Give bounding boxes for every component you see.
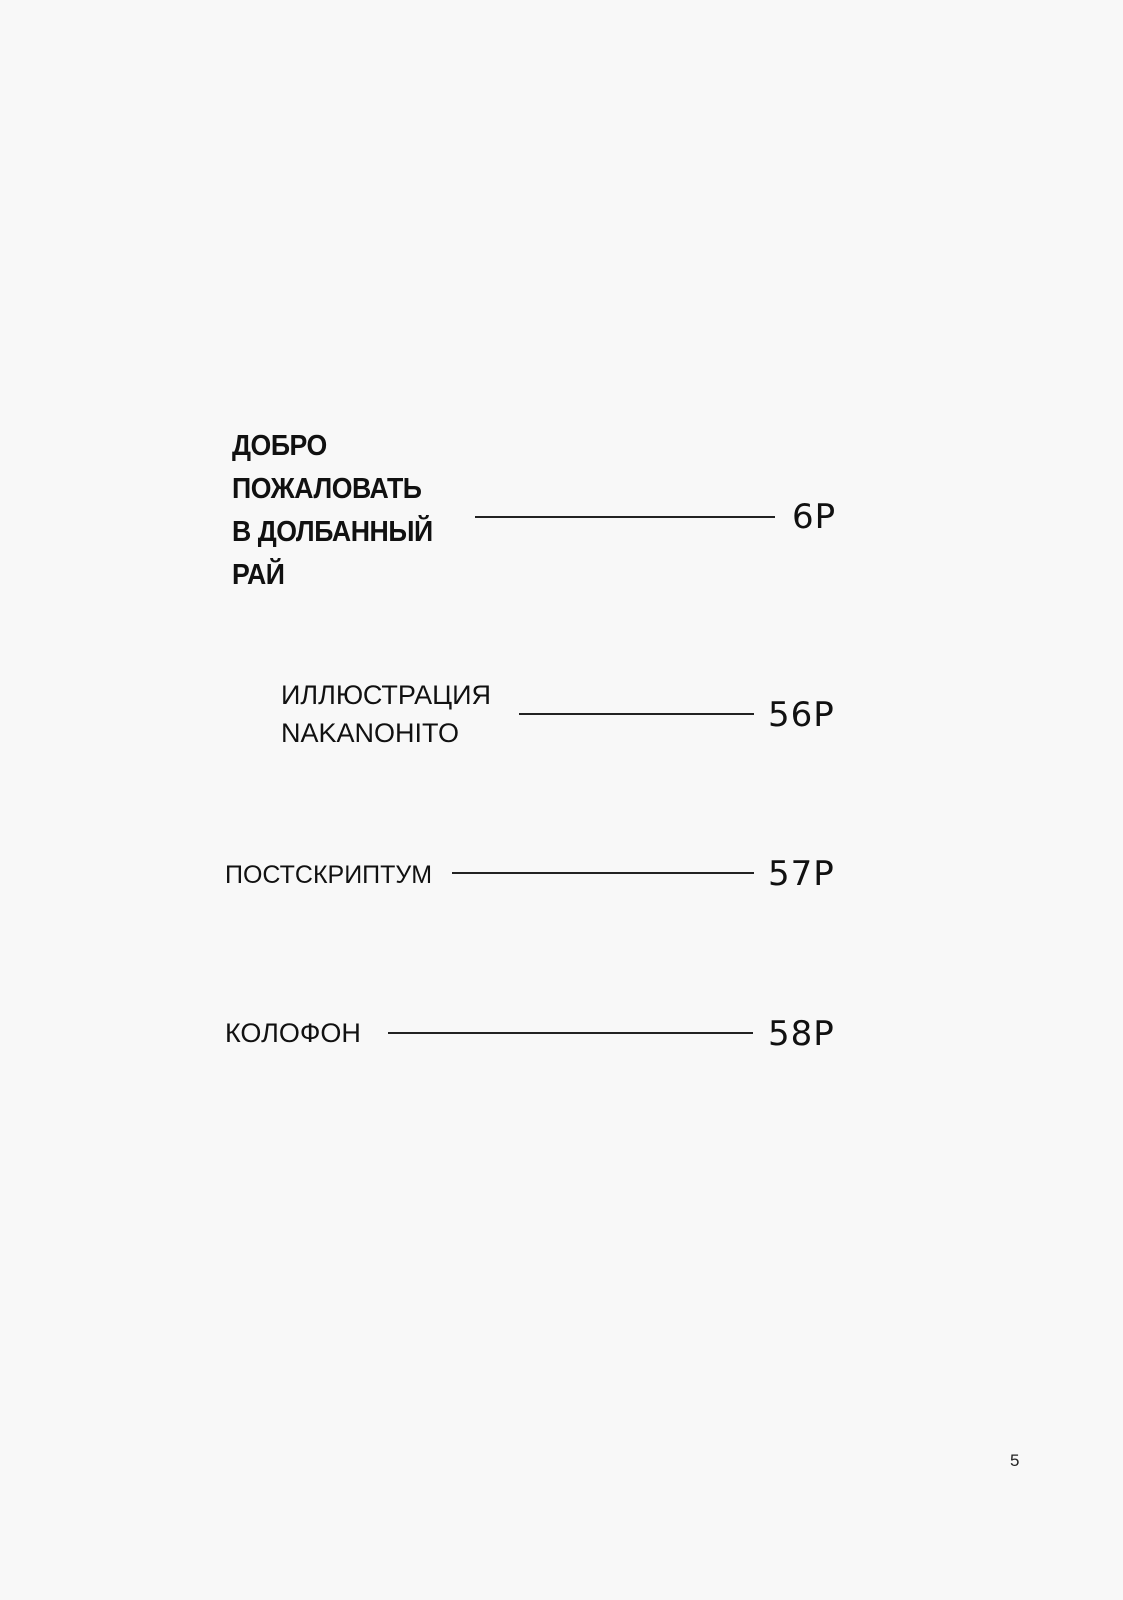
leader-line [475, 516, 775, 518]
toc-entry-title-postscript [225, 860, 432, 890]
title-line: КОЛОФОН [225, 1018, 361, 1048]
toc-entry-title-illustration [281, 676, 491, 752]
title-line: NAKANOHITO [281, 718, 460, 748]
title-line: ИЛЛЮСТРАЦИЯ [281, 680, 492, 710]
title-line: ДОБРО [232, 430, 327, 462]
title-line: РАЙ [232, 559, 285, 591]
toc-entry-title-welcome [232, 425, 433, 597]
page-reference: 6P [792, 497, 837, 537]
toc-entry-title-colophon [225, 1017, 361, 1049]
leader-line [388, 1032, 753, 1034]
title-line: В ДОЛБАННЫЙ [232, 516, 433, 548]
leader-line [452, 872, 754, 874]
page-reference: 56P [768, 695, 835, 735]
title-line: ПОЖАЛОВАТЬ [232, 473, 422, 505]
page-reference: 57P [768, 854, 835, 894]
page-number: 5 [1010, 1451, 1020, 1470]
title-line: ПОСТСКРИПТУМ [225, 861, 433, 889]
leader-line [519, 713, 754, 715]
page-reference: 58P [768, 1014, 835, 1054]
